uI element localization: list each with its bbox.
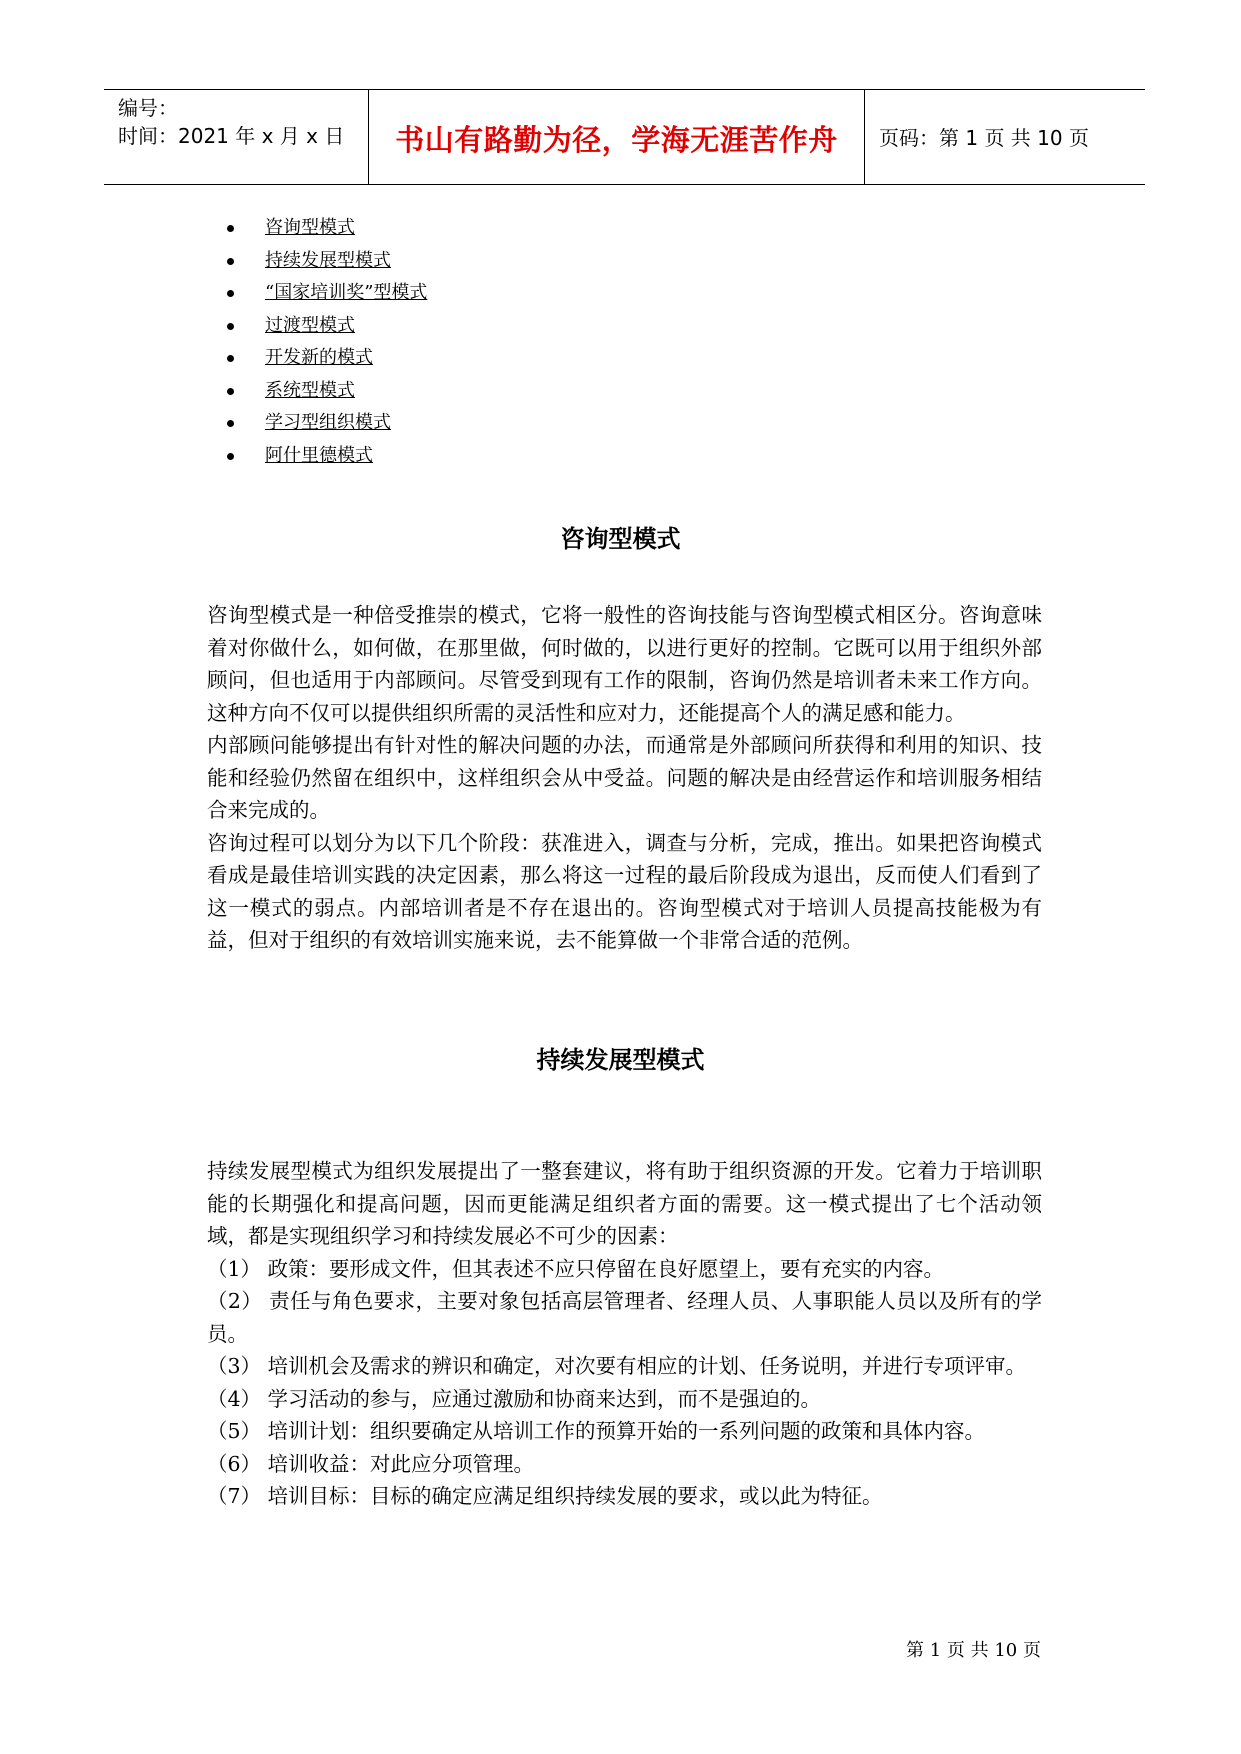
paragraph: 咨询型模式是一种倍受推崇的模式，它将一般性的咨询技能与咨询型模式相区分。咨询意味着对你做什么，如何做，在那里做，何时做的，以进行更好的控制。它既可以用于组织外部顾问，但也适用于内部顾问。尽管受到现有工作的限制，咨询仍然是培训者未来工作方向。这种方向不仅可以提供组织所需的灵活性和应对力，还能提高个人的满足感和能力。 [207,603,1042,725]
toc-link[interactable]: 阿什里德模式 [265,444,373,466]
list-item: （3） 培训机会及需求的辨识和确定，对次要有相应的计划、任务说明，并进行专项评审。 [207,1354,1027,1378]
toc-link[interactable]: 持续发展型模式 [265,249,391,271]
list-item: （7） 培训目标：目标的确定应满足组织持续发展的要求，或以此为特征。 [207,1484,883,1508]
paragraph: 内部顾问能够提出有针对性的解决问题的办法，而通常是外部顾问所获得和利用的知识、技能和经验仍然留在组织中，这样组织会从中受益。问题的解决是由经营运作和培训服务相结合来完成的。 [207,733,1042,822]
page-label: 页码：第 1 页 共 10 页 [879,126,1089,150]
list-item: （5） 培训计划：组织要确定从培训工作的预算开始的一系列问题的政策和具体内容。 [207,1419,986,1443]
list-item: （1） 政策：要形成文件，但其表述不应只停留在良好愿望上，要有充实的内容。 [207,1256,945,1281]
section-heading-continuous: 持续发展型模式 [536,1046,705,1074]
toc-link[interactable]: 系统型模式 [265,379,355,401]
header-info-cell [104,90,369,184]
time-label: 时间：2021 年 x 月 x 日 [118,124,345,148]
bullet-icon [227,258,234,265]
toc-link[interactable]: 咨询型模式 [265,217,355,238]
page-footer: 第 1 页 共 10 页 [906,1640,1041,1661]
paragraph: 持续发展型模式为组织发展提出了一整套建议，将有助于组织资源的开发。它着力于培训职能的长期强化和提高问题，因而更能满足组织者方面的需要。这一模式提出了七个活动领域，都是实现组织学习和持续发展必不可少的因素： [207,1159,1042,1248]
header-table [104,89,1145,185]
bullet-icon [227,388,234,395]
motto: 书山有路勤为径，学海无涯苦作舟 [395,123,838,157]
list-item: （4） 学习活动的参与，应通过激励和协商来达到，而不是强迫的。 [207,1386,822,1411]
paragraph: 咨询过程可以划分为以下几个阶段：获准进入，调查与分析，完成，推出。如果把咨询模式看成是最佳培训实践的决定因素，那么将这一过程的最后阶段成为退出，反而使人们看到了这一模式的弱点。内部培训者是不存在退出的。咨询型模式对于培训人员提高技能极为有益，但对于组织的有效培训实施来说，去不能算做一个非常合适的范例。 [207,830,1042,952]
bullet-icon [227,453,234,460]
bullet-icon [227,323,234,330]
list-item: （6） 培训收益：对此应分项管理。 [207,1451,535,1476]
bullet-icon [227,225,234,232]
number-label: 编号： [118,96,178,120]
header-motto-cell [369,90,865,184]
section-body-continuous [207,1155,1042,1513]
section-heading-consulting: 咨询型模式 [560,525,681,553]
bullet-icon [227,290,234,297]
section-body-consulting [207,599,1042,957]
header-page-cell [865,90,1145,184]
list-item: （2） 责任与角色要求，主要对象包括高层管理者、经理人员、人事职能人员以及所有的学员。 [207,1289,1042,1346]
toc-link[interactable]: 过渡型模式 [265,314,355,336]
bullet-icon [227,355,234,362]
toc-link[interactable]: 开发新的模式 [265,347,373,368]
toc-link[interactable]: “国家培训奖”型模式 [265,282,428,303]
toc-link[interactable]: 学习型组织模式 [265,412,391,433]
bullet-icon [227,420,234,427]
